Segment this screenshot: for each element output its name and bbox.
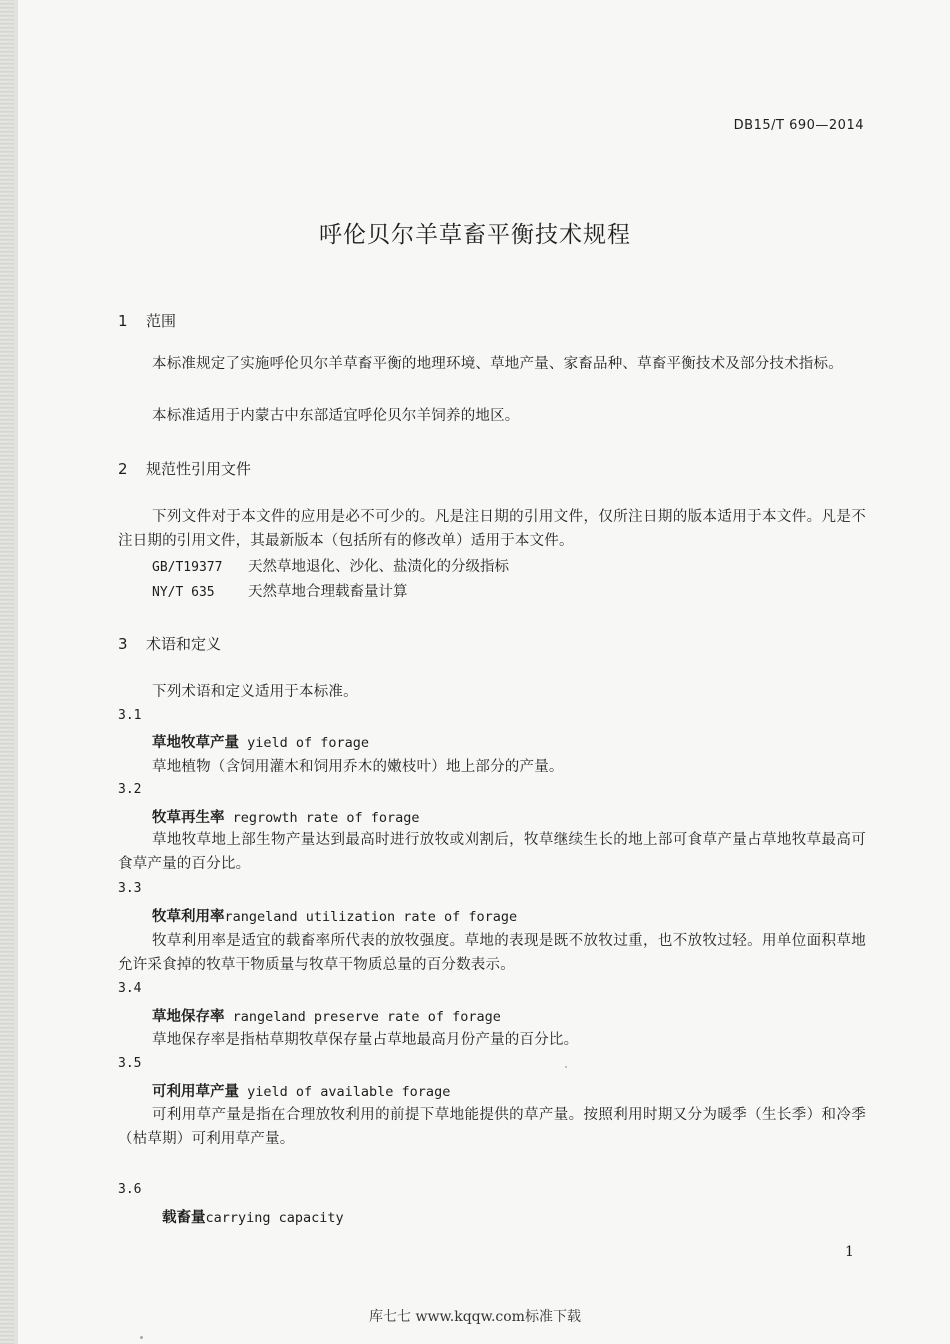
section-3-intro: 下列术语和定义适用于本标准。 — [152, 684, 358, 700]
reference-title: 天然草地退化、沙化、盐渍化的分级指标 — [248, 559, 509, 575]
term-title — [152, 1080, 450, 1101]
term-number: 3.5 — [118, 1056, 142, 1071]
section-1-heading — [118, 310, 176, 331]
term-title — [162, 1206, 344, 1227]
reference-code: GB/T19377 — [152, 560, 223, 575]
scan-speck — [140, 1336, 143, 1339]
term-zh: 牧草利用率 — [152, 909, 225, 925]
term-zh: 载畜量 — [162, 1210, 206, 1226]
section-2-paragraph: 下列文件对于本文件的应用是必不可少的。凡是注日期的引用文件，仅所注日期的版本适用于本文件。凡是不注日期的引用文件，其最新版本（包括所有的修改单）适用于本文件。 — [118, 509, 866, 549]
term-number: 3.3 — [118, 881, 142, 896]
term-zh: 草地保存率 — [152, 1009, 225, 1025]
document-title: 呼伦贝尔羊草畜平衡技术规程 — [319, 222, 631, 248]
term-en: rangeland utilization rate of forage — [224, 909, 518, 925]
footer-watermark: 库七七 www.kqqw.com标准下载 — [369, 1309, 581, 1325]
term-zh: 草地牧草产量 — [152, 735, 239, 751]
term-definition: 牧草利用率是适宜的载畜率所代表的放牧强度。草地的表现是既不放牧过重，也不放牧过轻。用单位面积草地允许采食掉的牧草干物质量与牧草干物质总量的百分数表示。 — [118, 933, 866, 973]
reference-item — [152, 555, 509, 576]
reference-code: NY/T 635 — [152, 585, 215, 600]
term-number: 3.4 — [118, 981, 142, 996]
section-1-paragraph-1: 本标准规定了实施呼伦贝尔羊草畜平衡的地理环境、草地产量、家畜品种、草畜平衡技术及部分技术指标。 — [152, 356, 843, 372]
term-en: yield of forage — [239, 735, 370, 751]
term-en: yield of available forage — [239, 1084, 451, 1100]
term-definition: 草地牧草地上部生物产量达到最高时进行放牧或刈割后，牧草继续生长的地上部可食草产量占草地牧草最高可食草产量的百分比。 — [118, 832, 866, 872]
term-en: carrying capacity — [205, 1210, 344, 1226]
section-number: 2 — [118, 460, 128, 478]
reference-item — [152, 580, 408, 601]
section-title: 规范性引用文件 — [146, 460, 252, 478]
scan-edge — [0, 0, 14, 1344]
term-definition: 可利用草产量是指在合理放牧利用的前提下草地能提供的草产量。按照利用时期又分为暖季（生长季）和冷季（枯草期）可利用草产量。 — [118, 1107, 866, 1147]
term-title — [152, 806, 420, 827]
term-number: 3.1 — [118, 708, 142, 723]
section-title: 范围 — [146, 312, 177, 330]
page-number: 1 — [845, 1244, 854, 1260]
standard-code: DB15/T 690—2014 — [733, 118, 864, 133]
section-number: 3 — [118, 635, 128, 653]
section-1-paragraph-2: 本标准适用于内蒙古中东部适宜呼伦贝尔羊饲养的地区。 — [152, 408, 520, 424]
term-title — [152, 905, 517, 926]
section-title: 术语和定义 — [146, 635, 222, 653]
term-number: 3.6 — [118, 1182, 142, 1197]
term-en: rangeland preserve rate of forage — [224, 1009, 501, 1025]
section-number: 1 — [118, 312, 128, 330]
section-2-heading — [118, 458, 251, 479]
term-zh: 可利用草产量 — [152, 1084, 239, 1100]
reference-title: 天然草地合理载畜量计算 — [248, 584, 408, 600]
term-title — [152, 1005, 501, 1026]
scan-speck — [565, 1066, 567, 1068]
term-zh: 牧草再生率 — [152, 810, 225, 826]
term-definition: 草地植物（含饲用灌木和饲用乔木的嫩枝叶）地上部分的产量。 — [152, 759, 564, 775]
term-en: regrowth rate of forage — [224, 810, 420, 826]
term-number: 3.2 — [118, 782, 142, 797]
section-3-heading — [118, 633, 221, 654]
term-title — [152, 731, 369, 752]
term-definition: 草地保存率是指枯草期牧草保存量占草地最高月份产量的百分比。 — [152, 1032, 579, 1048]
